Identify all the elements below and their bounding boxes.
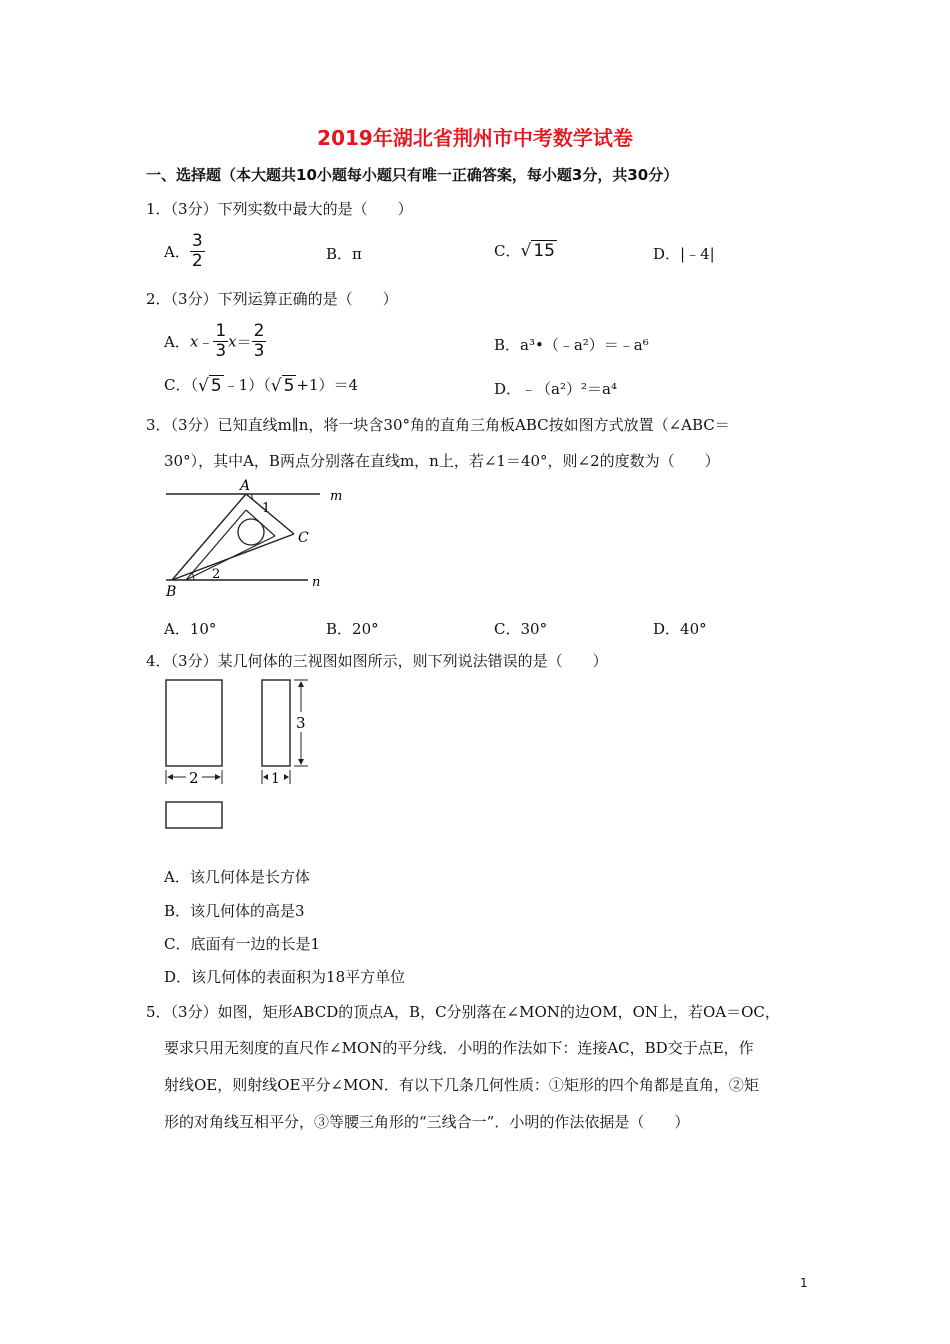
q1-option-d: D．|﹣4| [653,245,715,263]
radicand: 15 [533,240,555,261]
label-b: B [166,584,177,600]
expr: +1）＝4 [296,376,359,394]
section-heading: 一、选择题（本大题共10小题每小题只有唯一正确答案，每小题3分，共30分） [146,166,679,184]
operator: ﹣ [198,333,214,351]
fraction [252,322,267,361]
q1-option-a [164,232,205,271]
q2-option-c [164,374,358,396]
q4-option-a: A．该几何体是长方体 [164,868,310,886]
top-view [166,802,222,828]
square-root: √ 5 [198,376,222,396]
q4-option-b: B．该几何体的高是3 [164,902,305,920]
numerator: 3 [191,231,203,251]
q3-option-c: C．30° [494,620,548,638]
q3-option-a: A．10° [164,620,217,638]
dim-depth-label: 1 [271,771,280,787]
fraction [190,232,205,271]
denominator: 3 [215,341,227,361]
q2-option-b: B．a³•（﹣a²）＝﹣a⁶ [494,336,649,354]
q3-option-b: B．20° [326,620,379,638]
arrow-head [167,774,173,780]
fraction [213,322,228,361]
denominator: 2 [191,251,203,271]
q1-option-c [494,240,557,261]
expr: ﹣1）（ [223,376,271,394]
q4-option-d: D．该几何体的表面积为18平方单位 [164,968,406,986]
question-3-line1: 3．（3分）已知直线m∥n，将一块含30°角的直角三角板ABC按如图方式放置（∠ABC＝ [146,416,730,434]
front-view [166,680,222,766]
variable: x [189,332,199,351]
radicand: 5 [210,376,222,396]
operator: ＝ [236,333,252,351]
question-2-stem: 2．（3分）下列运算正确的是（ ） [146,290,398,308]
arrow-head [215,774,221,780]
side-ab [172,494,246,580]
square-root: √ 15 [520,240,555,261]
dim-width-label: 2 [189,769,199,787]
q1-option-b: B．π [326,245,362,263]
q4-option-c: C．底面有一边的长是1 [164,935,321,953]
denominator: 3 [253,341,265,361]
paren: （ [190,376,198,394]
question-1-stem: 1．（3分）下列实数中最大的是（ ） [146,200,413,218]
option-label: A． [164,243,190,261]
q3-option-d: D．40° [653,620,707,638]
page-title: 2019年湖北省荆州市中考数学试卷 [317,126,633,150]
q2-option-a [164,322,266,361]
arrow-head [298,681,304,687]
arrow-head [284,774,289,780]
side-view [262,680,290,766]
three-view-figure [160,674,320,834]
label-m: m [330,489,343,504]
option-label: A． [164,333,190,351]
arrow-head [263,774,268,780]
label-n: n [312,575,321,590]
arrow-head [298,759,304,765]
option-label: C． [494,242,521,260]
numerator: 1 [215,321,227,341]
question-3-line2: 30°），其中A，B两点分别落在直线m，n上，若∠1＝40°，则∠2的度数为（ ） [164,452,720,470]
question-5-line4: 形的对角线互相平分，③等腰三角形的“三线合一”．小明的作法依据是（ ） [164,1113,690,1131]
question-5-line3: 射线OE，则射线OE平分∠MON．有以下几条几何性质：①矩形的四个角都是直角，②矩 [164,1076,759,1094]
question-5-line1: 5．（3分）如图，矩形ABCD的顶点A，B，C分别落在∠MON的边OM，ON上，若OA＝OC， [146,1003,780,1021]
hole-circle [238,519,264,545]
angle-2-arc [192,572,194,580]
inner-side-bc [186,536,275,580]
q2-option-d: D．﹣（a²）²＝a⁴ [494,380,617,398]
label-angle-1: 1 [262,501,271,516]
triangle-parallel-lines-figure [160,476,350,602]
label-c: C [298,530,309,546]
question-4-stem: 4．（3分）某几何体的三视图如图所示，则下列说法错误的是（ ） [146,652,608,670]
option-label: C． [164,376,191,394]
label-a: A [240,478,251,494]
question-5-line2: 要求只用无刻度的直尺作∠MON的平分线．小明的作法如下：连接AC，BD交于点E，作 [164,1039,754,1057]
variable: x [228,332,237,351]
dim-height-label: 3 [296,714,306,732]
page-number: 1 [800,1276,808,1290]
radicand: 5 [283,376,295,396]
numerator: 2 [253,321,265,341]
label-angle-2: 2 [212,567,221,582]
square-root: √ 5 [270,376,295,396]
